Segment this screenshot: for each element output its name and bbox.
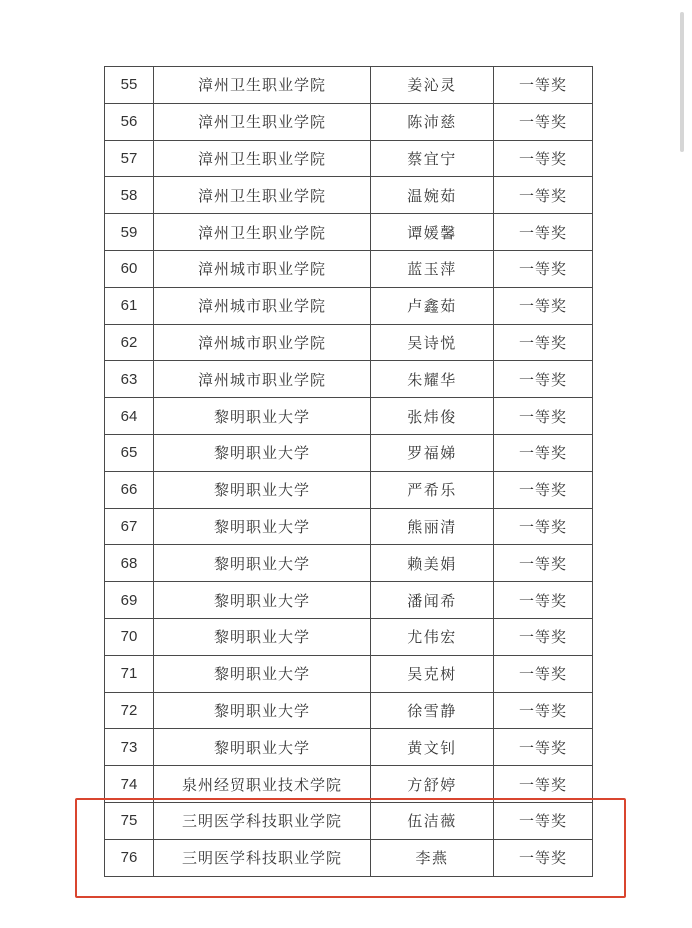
row-number: 71: [105, 655, 154, 692]
student-name: 伍洁薇: [371, 802, 494, 839]
school-name: 漳州卫生职业学院: [154, 177, 371, 214]
student-name: 姜沁灵: [371, 67, 494, 104]
row-number: 60: [105, 250, 154, 287]
award-level: 一等奖: [494, 214, 593, 251]
award-level: 一等奖: [494, 287, 593, 324]
table-row: [105, 692, 593, 729]
student-name: 徐雪静: [371, 692, 494, 729]
table-row: [105, 729, 593, 766]
school-name: 黎明职业大学: [154, 545, 371, 582]
row-number: 75: [105, 802, 154, 839]
row-number: 63: [105, 361, 154, 398]
student-name: 陈沛慈: [371, 103, 494, 140]
school-name: 黎明职业大学: [154, 471, 371, 508]
table-row: [105, 508, 593, 545]
row-number: 65: [105, 434, 154, 471]
school-name: 黎明职业大学: [154, 729, 371, 766]
table-row: [105, 766, 593, 803]
school-name: 黎明职业大学: [154, 434, 371, 471]
student-name: 熊丽清: [371, 508, 494, 545]
row-number: 61: [105, 287, 154, 324]
scrollbar[interactable]: [680, 12, 684, 152]
school-name: 黎明职业大学: [154, 508, 371, 545]
table-row: [105, 434, 593, 471]
table-row: [105, 839, 593, 876]
school-name: 漳州卫生职业学院: [154, 140, 371, 177]
award-level: 一等奖: [494, 67, 593, 104]
row-number: 58: [105, 177, 154, 214]
school-name: 黎明职业大学: [154, 692, 371, 729]
table-row: [105, 250, 593, 287]
award-level: 一等奖: [494, 766, 593, 803]
award-level: 一等奖: [494, 692, 593, 729]
student-name: 赖美娟: [371, 545, 494, 582]
award-level: 一等奖: [494, 434, 593, 471]
row-number: 69: [105, 582, 154, 619]
row-number: 74: [105, 766, 154, 803]
school-name: 黎明职业大学: [154, 655, 371, 692]
row-number: 57: [105, 140, 154, 177]
school-name: 黎明职业大学: [154, 398, 371, 435]
award-level: 一等奖: [494, 250, 593, 287]
table-row: [105, 361, 593, 398]
row-number: 70: [105, 618, 154, 655]
student-name: 吴克树: [371, 655, 494, 692]
row-number: 73: [105, 729, 154, 766]
row-number: 76: [105, 839, 154, 876]
awards-table: [104, 66, 593, 877]
school-name: 黎明职业大学: [154, 582, 371, 619]
student-name: 罗福娣: [371, 434, 494, 471]
award-level: 一等奖: [494, 729, 593, 766]
table-row: [105, 618, 593, 655]
table-row: [105, 802, 593, 839]
award-level: 一等奖: [494, 618, 593, 655]
table-row: [105, 214, 593, 251]
award-level: 一等奖: [494, 361, 593, 398]
award-level: 一等奖: [494, 582, 593, 619]
school-name: 三明医学科技职业学院: [154, 802, 371, 839]
award-level: 一等奖: [494, 508, 593, 545]
award-level: 一等奖: [494, 140, 593, 177]
table-row: [105, 471, 593, 508]
award-level: 一等奖: [494, 839, 593, 876]
student-name: 温婉茹: [371, 177, 494, 214]
student-name: 吴诗悦: [371, 324, 494, 361]
school-name: 漳州城市职业学院: [154, 287, 371, 324]
table-row: [105, 67, 593, 104]
table-row: [105, 140, 593, 177]
award-level: 一等奖: [494, 103, 593, 140]
school-name: 漳州城市职业学院: [154, 250, 371, 287]
row-number: 56: [105, 103, 154, 140]
award-level: 一等奖: [494, 471, 593, 508]
table-row: [105, 545, 593, 582]
award-level: 一等奖: [494, 324, 593, 361]
student-name: 张炜俊: [371, 398, 494, 435]
award-level: 一等奖: [494, 398, 593, 435]
student-name: 朱耀华: [371, 361, 494, 398]
row-number: 64: [105, 398, 154, 435]
student-name: 方舒婷: [371, 766, 494, 803]
student-name: 谭媛馨: [371, 214, 494, 251]
student-name: 黄文钊: [371, 729, 494, 766]
row-number: 72: [105, 692, 154, 729]
row-number: 68: [105, 545, 154, 582]
table-row: [105, 177, 593, 214]
award-level: 一等奖: [494, 802, 593, 839]
row-number: 62: [105, 324, 154, 361]
school-name: 漳州卫生职业学院: [154, 103, 371, 140]
row-number: 59: [105, 214, 154, 251]
award-level: 一等奖: [494, 655, 593, 692]
table-row: [105, 103, 593, 140]
student-name: 尤伟宏: [371, 618, 494, 655]
award-level: 一等奖: [494, 177, 593, 214]
table-row: [105, 324, 593, 361]
school-name: 漳州卫生职业学院: [154, 67, 371, 104]
student-name: 蔡宜宁: [371, 140, 494, 177]
student-name: 李燕: [371, 839, 494, 876]
table-row: [105, 287, 593, 324]
school-name: 三明医学科技职业学院: [154, 839, 371, 876]
school-name: 黎明职业大学: [154, 618, 371, 655]
student-name: 严希乐: [371, 471, 494, 508]
school-name: 漳州卫生职业学院: [154, 214, 371, 251]
table-row: [105, 582, 593, 619]
row-number: 67: [105, 508, 154, 545]
table-row: [105, 398, 593, 435]
school-name: 泉州经贸职业技术学院: [154, 766, 371, 803]
student-name: 蓝玉萍: [371, 250, 494, 287]
award-level: 一等奖: [494, 545, 593, 582]
student-name: 卢鑫茹: [371, 287, 494, 324]
awards-table-body: [105, 67, 593, 877]
row-number: 55: [105, 67, 154, 104]
student-name: 潘闻希: [371, 582, 494, 619]
school-name: 漳州城市职业学院: [154, 324, 371, 361]
school-name: 漳州城市职业学院: [154, 361, 371, 398]
table-row: [105, 655, 593, 692]
row-number: 66: [105, 471, 154, 508]
